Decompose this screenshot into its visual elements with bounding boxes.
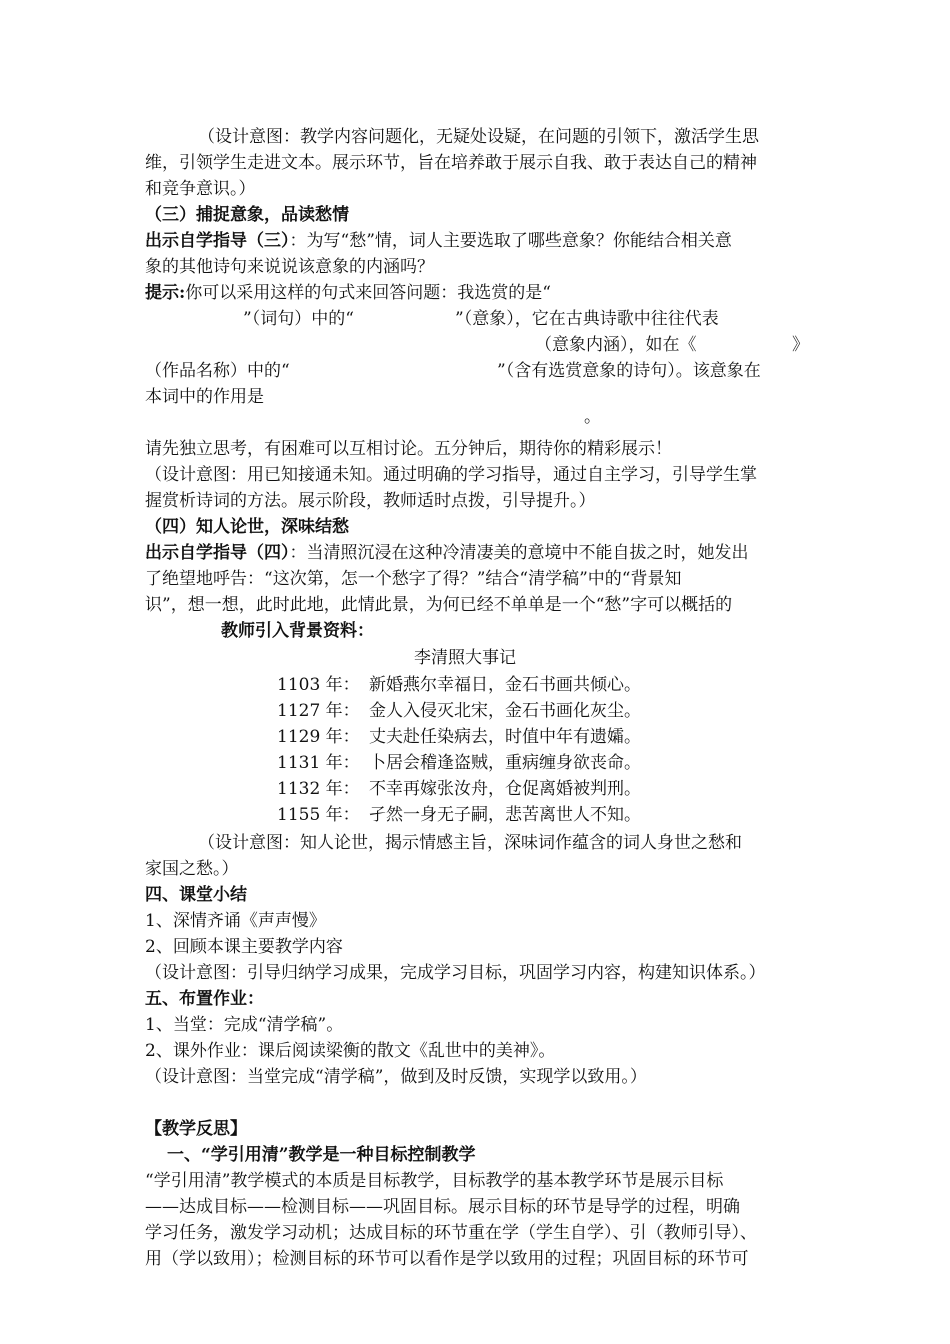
timeline-year: 1129 年： bbox=[277, 727, 360, 747]
guide-3-line: 象的其他诗句来说说该意象的内涵吗？ bbox=[145, 257, 434, 277]
design-intent-paragraph-line: 和竞争意识。） bbox=[145, 179, 256, 199]
design-intent-line: 握赏析诗词的方法。展示阶段，教师适时点拨，引导提升。） bbox=[145, 491, 596, 511]
timeline-year: 1132 年： bbox=[277, 779, 360, 799]
design-intent-line: 家国之愁。） bbox=[145, 859, 239, 879]
reflection-paragraph-line: ——达成目标——检测目标——巩固目标。展示目标的环节是导学的过程，明确 bbox=[145, 1197, 740, 1217]
timeline-event: 金人入侵灭北宋，金石书画化灰尘。 bbox=[369, 701, 641, 721]
homework-item: 1、当堂：完成“清学稿”。 bbox=[145, 1015, 344, 1035]
guide-3-text: ：为写“愁”情，词人主要选取了哪些意象？你能结合相关意 bbox=[289, 231, 732, 251]
instruction-line: 请先独立思考，有困难可以互相讨论。五分钟后，期待你的精彩展示！ bbox=[145, 439, 672, 459]
reflection-paragraph-line: “学引用清”教学模式的本质是目标教学，目标教学的基本教学环节是展示目标 bbox=[145, 1171, 724, 1191]
section-heading-4: （四）知人论世，深味结愁 bbox=[145, 517, 349, 537]
summary-item: 1、深情齐诵《声声慢》 bbox=[145, 911, 326, 931]
timeline-year: 1103 年： bbox=[277, 675, 360, 695]
hint-blank-line: ”（意象），它在古典诗歌中往往代表 bbox=[455, 309, 719, 329]
hint-blank-line: （意象内涵），如在《 bbox=[535, 335, 697, 355]
hint-blank-line: 》 bbox=[792, 335, 809, 355]
design-intent-line: （设计意图：知人论世，揭示情感主旨，深味词作蕴含的词人身世之愁和 bbox=[198, 833, 742, 853]
guide-4-text: ：当清照沉浸在这种冷清凄美的意境中不能自拔之时，她发出 bbox=[289, 543, 749, 563]
guide-4-label: 出示自学指导（四） bbox=[145, 543, 290, 563]
background-intro: 教师引入背景资料： bbox=[221, 621, 374, 641]
hint-blank-line: ”（词句）中的“ bbox=[243, 309, 354, 329]
hint-text: 你可以采用这样的句式来回答问题：我选赏的是“ bbox=[185, 283, 551, 303]
guide-4-line bbox=[145, 540, 749, 566]
hint-blank-line: （作品名称）中的“ bbox=[145, 361, 290, 381]
timeline-event: 不幸再嫁张汝舟，仓促离婚被判刑。 bbox=[369, 779, 641, 799]
guide-4-line: 识”，想一想，此时此地，此情此景，为何已经不单单是一个“愁”字可以概括的 bbox=[145, 595, 733, 615]
guide-4-line: 了绝望地呼告：“这次第，怎一个愁字了得？”结合“清学稿”中的“背景知 bbox=[145, 569, 682, 589]
reflection-paragraph-line: 学习任务，激发学习动机；达成目标的环节重在学（学生自学）、引（教师引导）、 bbox=[145, 1223, 757, 1243]
timeline-event: 新婚燕尔幸福日，金石书画共倾心。 bbox=[369, 675, 641, 695]
reflection-paragraph-line: 用（学以致用）；检测目标的环节可以看作是学以致用的过程；巩固目标的环节可 bbox=[145, 1249, 749, 1269]
timeline-event: 孑然一身无子嗣，悲苦离世人不知。 bbox=[369, 805, 641, 825]
design-intent-paragraph-line: 维，引领学生走进文本。展示环节，旨在培养敢于展示自我、敢于表达自己的精神 bbox=[145, 153, 757, 173]
timeline-year: 1155 年： bbox=[277, 805, 360, 825]
timeline-event: 丈夫赴任染病去，时值中年有遗孀。 bbox=[369, 727, 641, 747]
timeline-year: 1131 年： bbox=[277, 753, 360, 773]
timeline-title: 李清照大事记 bbox=[414, 648, 516, 668]
section-heading-homework: 五、布置作业： bbox=[145, 989, 264, 1009]
design-intent-line: （设计意图：用已知接通未知。通过明确的学习指导，通过自主学习，引导学生掌 bbox=[145, 465, 757, 485]
reflection-title: 【教学反思】 bbox=[145, 1119, 247, 1139]
homework-item: 2、课外作业：课后阅读梁衡的散文《乱世中的美神》。 bbox=[145, 1041, 556, 1061]
design-intent-line: （设计意图：引导归纳学习成果，完成学习目标，巩固学习内容，构建知识体系。） bbox=[145, 963, 766, 983]
guide-3-label: 出示自学指导（三） bbox=[145, 231, 290, 251]
summary-item: 2、回顾本课主要教学内容 bbox=[145, 937, 343, 957]
hint-line bbox=[145, 280, 551, 306]
design-intent-paragraph-line: （设计意图：教学内容问题化，无疑处设疑，在问题的引领下，激活学生思 bbox=[198, 127, 759, 147]
section-heading-3: （三）捕捉意象，品读愁情 bbox=[145, 205, 349, 225]
section-heading-summary: 四、课堂小结 bbox=[145, 885, 247, 905]
hint-blank-line: 本词中的作用是 bbox=[145, 387, 264, 407]
timeline-event: 卜居会稽逢盗贼，重病缠身欲丧命。 bbox=[369, 753, 641, 773]
reflection-subheading: 一、“学引用清”教学是一种目标控制教学 bbox=[167, 1145, 476, 1165]
hint-period: 。 bbox=[584, 407, 601, 427]
hint-label: 提示: bbox=[145, 283, 186, 303]
design-intent-line: （设计意图：当堂完成“清学稿”，做到及时反馈，实现学以致用。） bbox=[145, 1067, 647, 1087]
timeline-year: 1127 年： bbox=[277, 701, 360, 721]
guide-3-line bbox=[145, 228, 732, 254]
hint-blank-line: ”（含有选赏意象的诗句）。该意象在 bbox=[497, 361, 761, 381]
